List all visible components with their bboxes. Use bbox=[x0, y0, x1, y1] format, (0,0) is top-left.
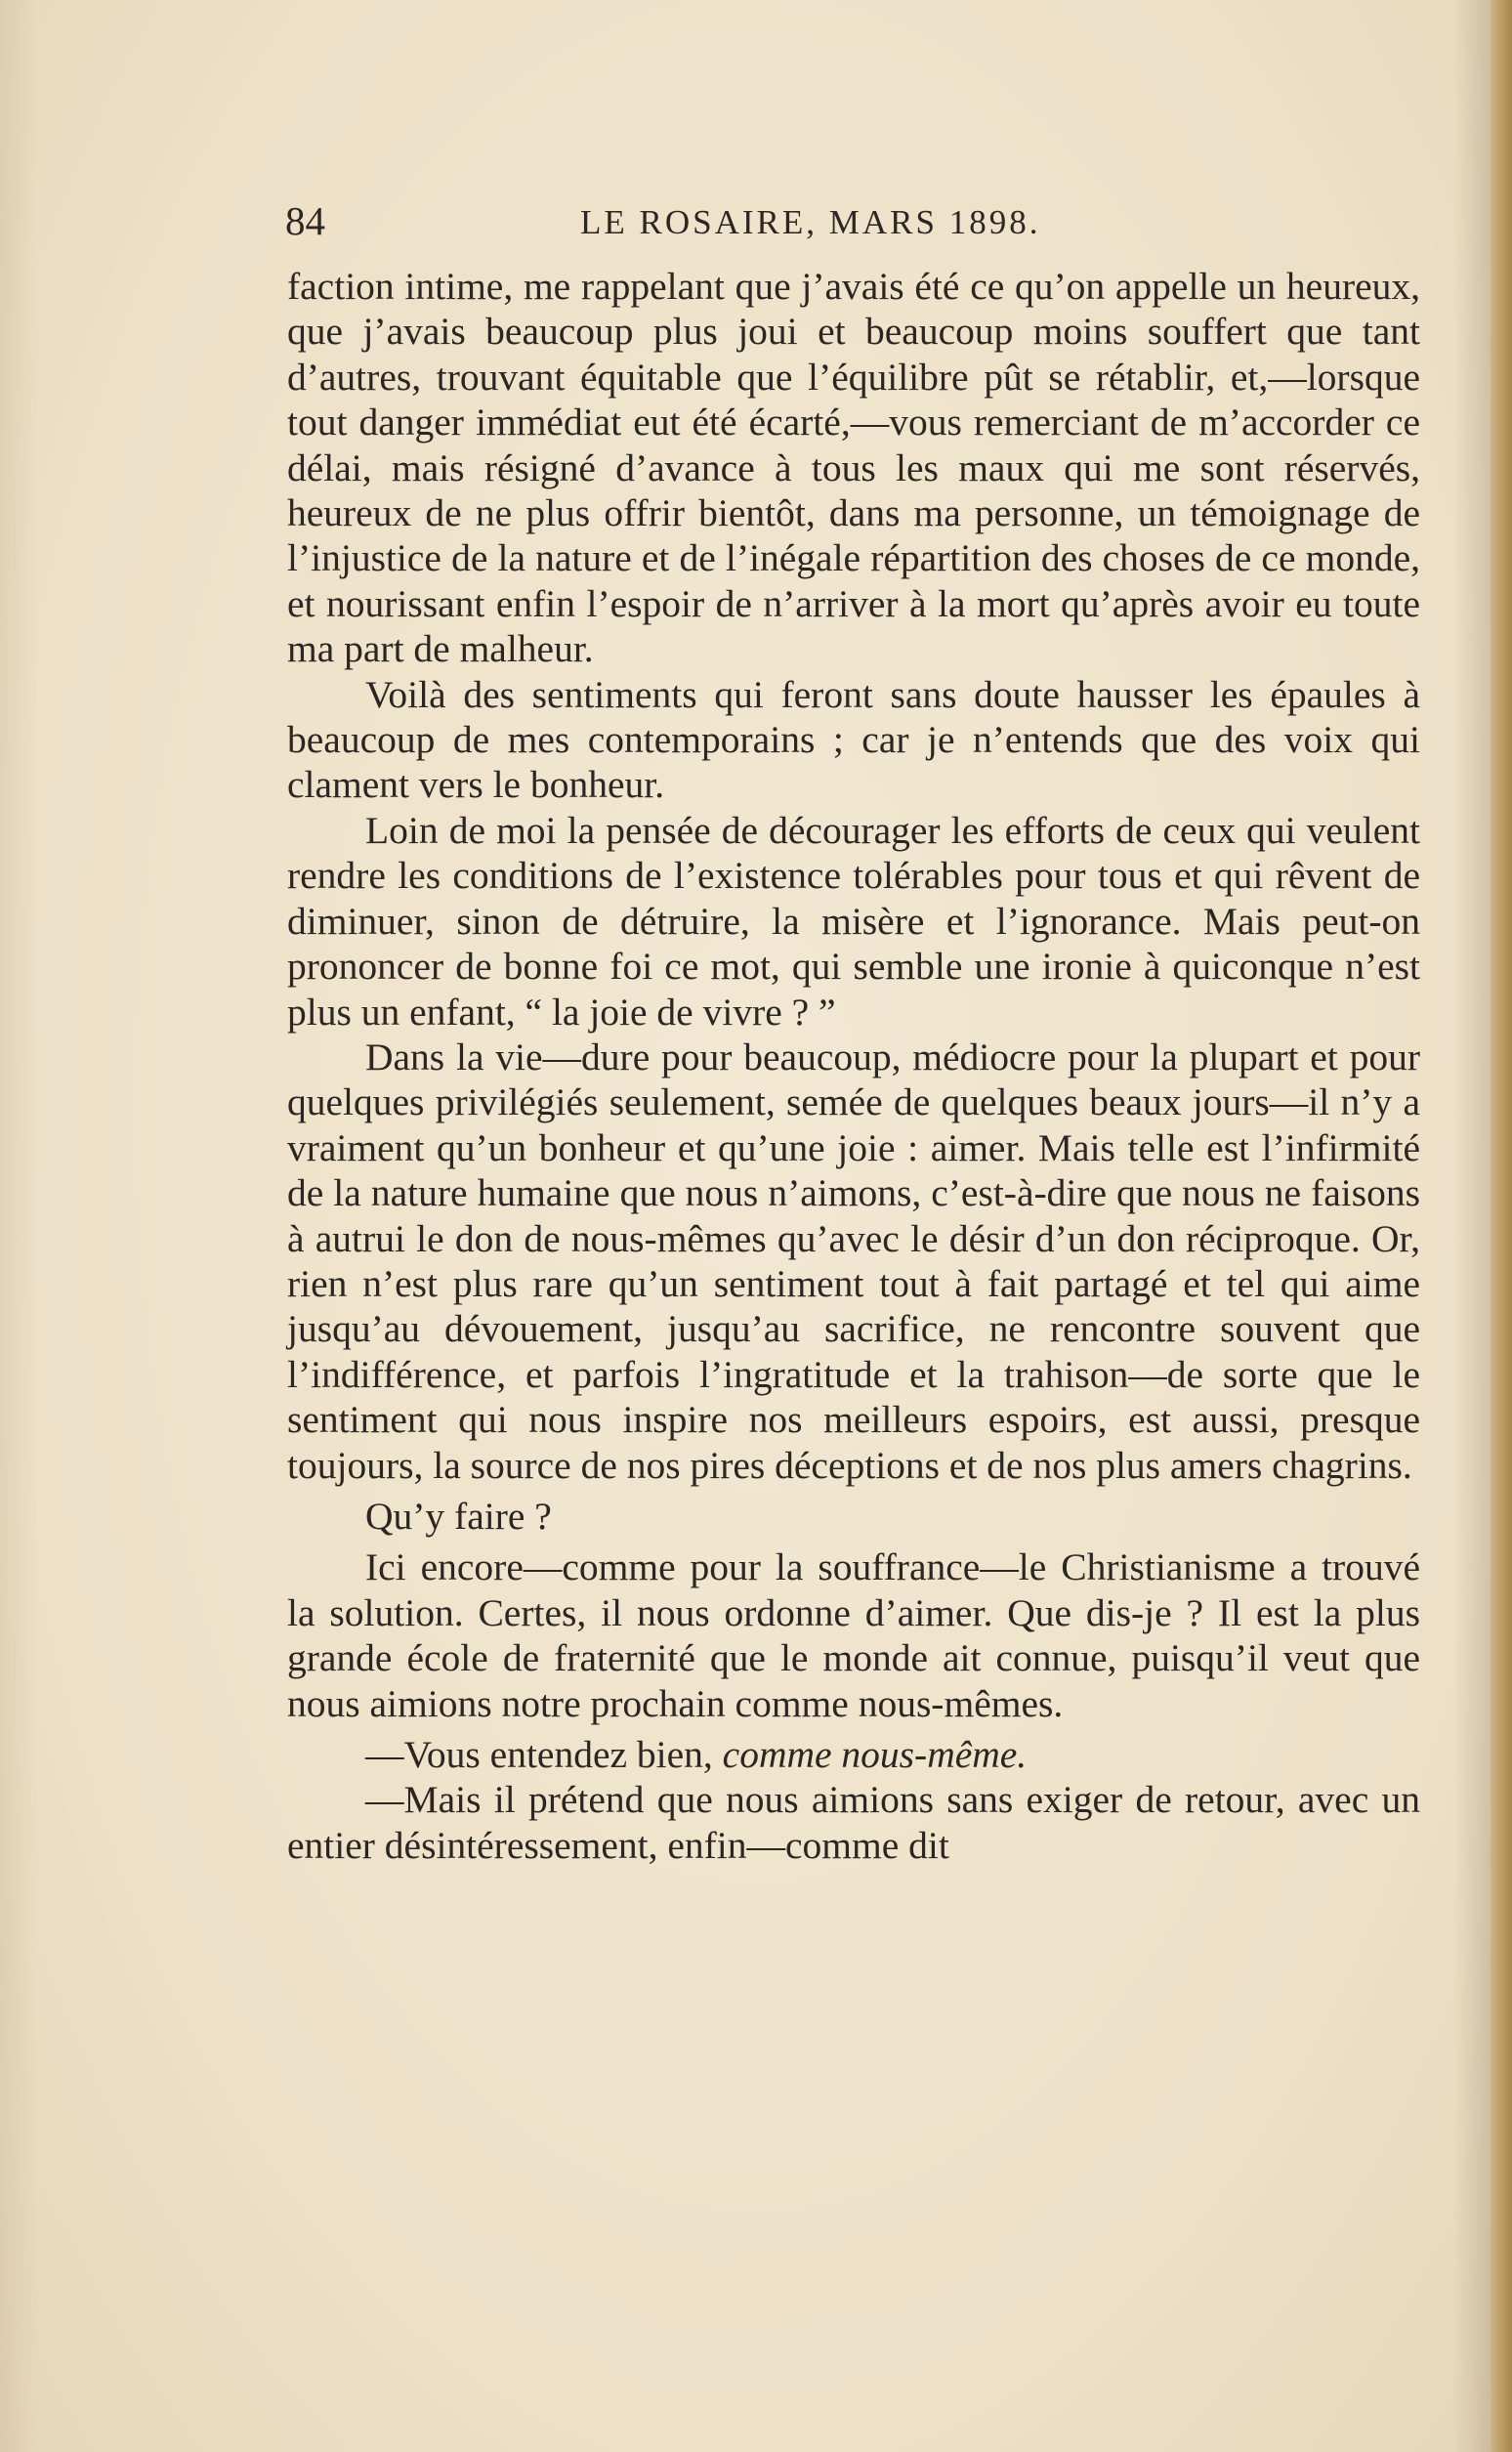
page-header bbox=[285, 197, 1145, 256]
paragraph-dialogue: —Mais il prétend que nous aimions sans exiger de retour, avec un entier désintéressement, enfin—comme dit bbox=[287, 1778, 1420, 1867]
page-number: 84 bbox=[285, 198, 325, 243]
paragraph-continuation: faction intime, me rappelant que j’avais été ce qu’on appelle un heureux, que j’avais beaucoup plus joui et beaucoup moins souffert que tant d’autres, trouvant équitable que l’équilibre pût se rétablir, et,—lorsque tout danger immédiat eut été écarté,—vous remerciant de m’accorder ce délai, mais résigné d’avance à tous les maux qui me sont réservés, heureux de ne plus offrir bientôt, dans ma personne, un témoignage de l’injustice de la nature et de l’inégale répartition des choses de ce monde, et nourissant enfin l’espoir de n’arriver à la mort qu’après avoir eu toute ma part de malheur. bbox=[287, 265, 1420, 671]
dialogue-text: —Vous entendez bien, bbox=[365, 1733, 723, 1776]
page-edge bbox=[1491, 0, 1512, 2452]
paragraph: Voilà des sentiments qui feront sans doute hausser les épaules à beaucoup de mes contemporains ; car je n’entends que des voix qui clament vers le bonheur. bbox=[287, 672, 1420, 807]
paragraph-dialogue bbox=[287, 1732, 1420, 1777]
paragraph: Ici encore—comme pour la souffrance—le Christianisme a trouvé la solution. Certes, il nous ordonne d’aimer. Que dis-je ? Il est la plus grande école de fraternité que le monde ait connue, puisqu’il veut que nous aimions notre prochain comme nous-mêmes. bbox=[287, 1545, 1420, 1725]
running-head: LE ROSAIRE, MARS 1898. bbox=[580, 203, 1041, 241]
paragraph: Dans la vie—dure pour beaucoup, médiocre pour la plupart et pour quelques privilégiés seulement, semée de quelques beaux jours—il n’y a vraiment qu’un bonheur et qu’une joie : aimer. Mais telle est l’infirmité de la nature humaine que nous n’aimons, c’est-à-dire que nous ne faisons à autrui le don de nous-mêmes qu’avec le désir d’un don réciproque. Or, rien n’est plus rare qu’un sentiment tout à fait partagé et tel qui aime jusqu’au dévouement, jusqu’au sacrifice, ne rencontre souvent que l’indifférence, et parfois l’ingratitude et la trahison—de sorte que le sentiment qui nous inspire nos meilleurs espoirs, est aussi, presque toujours, la source de nos pires déceptions et de nos plus amers chagrins. bbox=[287, 1035, 1420, 1487]
paragraph: Loin de moi la pensée de décourager les efforts de ceux qui veulent rendre les conditions de l’existence tolérables pour tous et qui rêvent de diminuer, sinon de détruire, la misère et l’ignorance. Mais peut-on prononcer de bonne foi ce mot, qui semble une ironie à quiconque n’est plus un enfant, “ la joie de vivre ? ” bbox=[287, 808, 1420, 1034]
dialogue-italic: comme nous-même. bbox=[722, 1733, 1028, 1776]
paragraph-question: Qu’y faire ? bbox=[365, 1494, 552, 1538]
body-text bbox=[287, 264, 1420, 1868]
